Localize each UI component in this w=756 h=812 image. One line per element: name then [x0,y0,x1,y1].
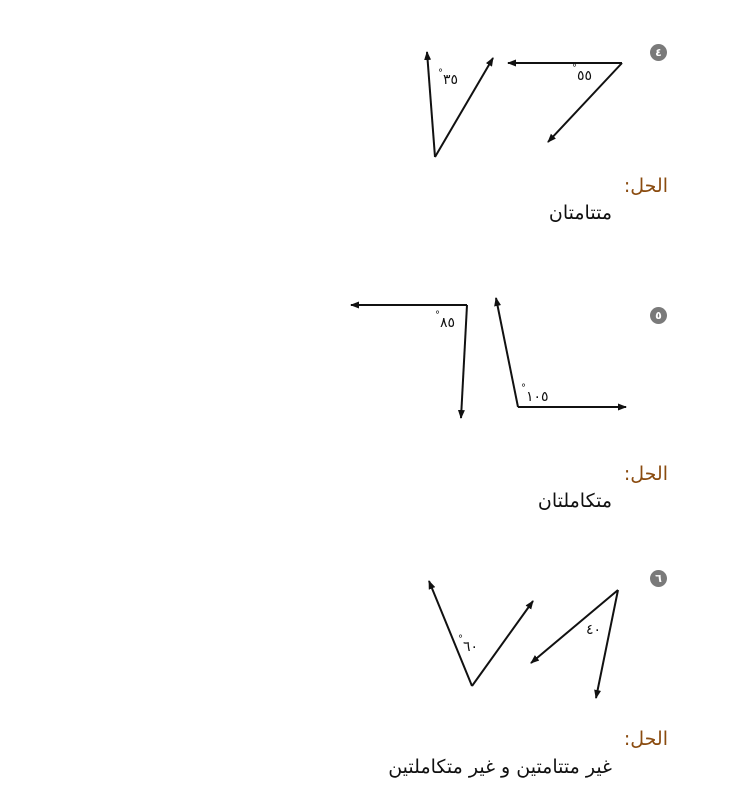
angle-55-figure [508,63,622,142]
angle-35-label: ٣٥ [443,72,459,88]
angle-105-figure [496,298,626,407]
answer-4: متتامتان [548,202,612,224]
angle-105-label: ١٠٥ [526,389,549,405]
problem-number-6: ٦ [650,570,667,587]
solution-label-5: الحل: [623,463,668,485]
svg-text:°: ° [435,310,440,321]
angle-60-figure [429,581,533,686]
angle-40-figure [531,590,618,698]
solution-label-6: الحل: [623,728,668,750]
svg-text:°: ° [438,68,443,79]
angle-85-figure [351,305,467,418]
answer-6: غير متتامتين و غير متكاملتين [388,756,612,778]
solution-label-4: الحل: [623,175,668,197]
angle-60-label: ٦٠ [463,639,479,655]
answer-5: متكاملتان [537,490,612,512]
svg-text:°: ° [572,63,577,74]
angle-40-label: ٤٠ [586,622,602,638]
svg-text:°: ° [521,383,526,394]
problem-number-5: ٥ [650,307,667,324]
angle-55-label: ٥٥ [577,68,593,84]
angle-85-label: ٨٥ [440,315,456,331]
svg-text:°: ° [458,634,463,645]
angle-35-figure [427,52,493,157]
problem-number-4: ٤ [650,44,667,61]
